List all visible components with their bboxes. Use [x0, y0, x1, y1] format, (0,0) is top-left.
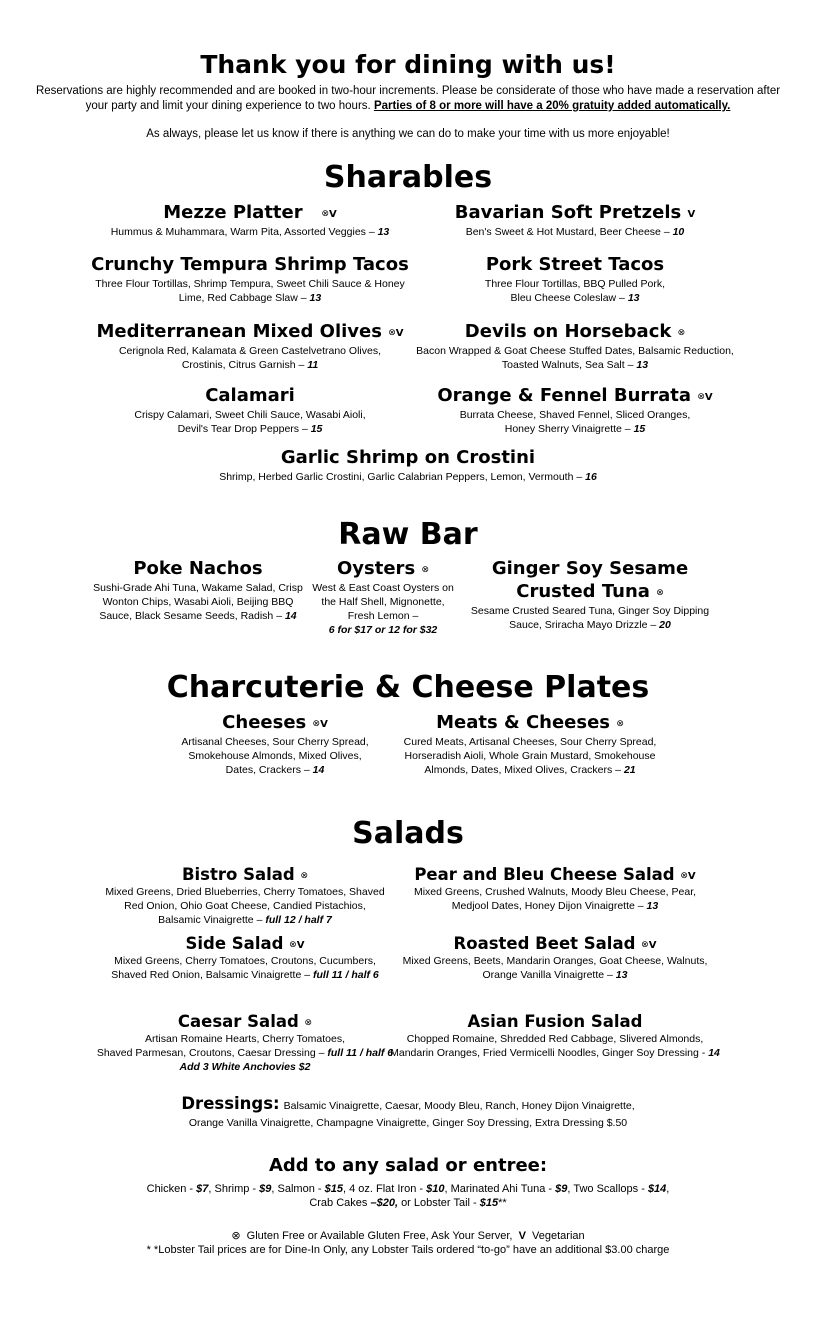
- item-name: Bistro Salad ⊗: [181, 865, 309, 884]
- item-desc: Shrimp, Herbed Garlic Crostini, Garlic Calabrian Peppers, Lemon, Vermouth – 16: [219, 471, 597, 483]
- gluten-free-icon: ⊗: [388, 328, 396, 338]
- item-price: 13: [309, 292, 322, 304]
- menu-item-caesar-salad: [95, 1012, 395, 1074]
- item-desc: Three Flour Tortillas, Shrimp Tempura, Sweet Chili Sauce & Honey Lime, Red Cabbage Slaw – 13: [95, 278, 405, 304]
- gluten-free-icon: ⊗: [321, 209, 329, 219]
- caesar-addon: Add 3 White Anchovies $2: [179, 1061, 311, 1073]
- menu-item-asian-salad: [390, 1012, 720, 1060]
- menu-item-mezze: [90, 202, 410, 239]
- item-price: 20: [659, 619, 671, 631]
- menu-item-side-salad: [95, 934, 395, 982]
- item-desc: Cured Meats, Artisanal Cheeses, Sour Cherry Spread, Horseradish Aioli, Whole Grain Mustard, Smokehouse Almonds, Dates, Mixed Olives, Crackers – 21: [403, 736, 657, 776]
- section-heading-charcuterie: Charcuterie & Cheese Plates: [166, 670, 650, 705]
- lobster-note: * *Lobster Tail prices are for Dine-In Only, any Lobster Tails ordered “to-go” have an additional $3.00 charge: [146, 1244, 670, 1256]
- intro-line-2: your party and limit your dining experience to two hours. Parties of 8 or more will have a 20% gratuity added automatically.: [85, 100, 731, 112]
- dressings-block: [100, 1094, 716, 1130]
- dressings-line-1: Balsamic Vinaigrette, Caesar, Moody Bleu, Ranch, Honey Dijon Vinaigrette,: [283, 1100, 635, 1112]
- item-name: Roasted Beet Salad ⊗V: [453, 934, 657, 953]
- item-desc: West & East Coast Oysters on the Half Shell, Mignonette, Fresh Lemon – 6 for $17 or 12 for $32: [308, 581, 458, 637]
- menu-item-bistro-salad: [95, 865, 395, 927]
- item-name: Mezze Platter ⊗V: [163, 202, 337, 223]
- menu-item-meats-cheeses: [395, 712, 665, 777]
- gluten-free-icon: ⊗: [421, 565, 429, 575]
- item-desc: Chopped Romaine, Shredded Red Cabbage, Slivered Almonds, Mandarin Oranges, Fried Vermicelli Noodles, Ginger Soy Dressing - 14: [390, 1033, 720, 1059]
- menu-item-poke-nachos: [88, 558, 308, 623]
- vegetarian-icon: V: [320, 719, 328, 730]
- gluten-free-icon: ⊗: [304, 1018, 313, 1028]
- menu-item-garlic-shrimp: [0, 447, 816, 484]
- item-desc: Cerignola Red, Kalamata & Green Castelvetrano Olives, Crostinis, Citrus Garnish – 11: [118, 345, 382, 371]
- menu-item-ginger-tuna: [460, 558, 720, 632]
- item-desc: Sesame Crusted Seared Tuna, Ginger Soy Dipping Sauce, Sriracha Mayo Drizzle – 20: [470, 605, 710, 631]
- item-price: 10: [672, 226, 685, 238]
- gluten-free-icon: ⊗: [616, 719, 624, 729]
- addons-heading: Add to any salad or entree:: [268, 1155, 548, 1176]
- item-name: Crunchy Tempura Shrimp Tacos: [91, 254, 409, 275]
- vegetarian-icon: V: [328, 209, 337, 220]
- legend-line: ⊗ Gluten Free or Available Gluten Free, Ask Your Server, V Vegetarian: [231, 1229, 585, 1242]
- item-price: 6 for $17 or 12 for $32: [328, 624, 438, 636]
- dressings-label: Dressings:: [181, 1094, 280, 1113]
- menu-item-devils: [410, 321, 740, 372]
- item-price: full 12 / half 7: [265, 914, 332, 926]
- item-name: Caesar Salad ⊗: [177, 1012, 313, 1031]
- legend: [60, 1229, 756, 1257]
- section-heading-salads: Salads: [352, 816, 464, 851]
- item-desc: Three Flour Tortillas, BBQ Pulled Pork, Bleu Cheese Coleslaw – 13: [484, 278, 666, 304]
- gluten-free-icon: ⊗: [289, 940, 297, 950]
- menu-item-pear-salad: [400, 865, 710, 913]
- gluten-free-icon: ⊗: [231, 1229, 241, 1242]
- gluten-free-icon: ⊗: [656, 588, 664, 598]
- item-name: Asian Fusion Salad: [467, 1012, 643, 1031]
- item-price: 21: [623, 764, 636, 776]
- page-title: Thank you for dining with us!: [200, 50, 616, 79]
- section-heading-raw-bar: Raw Bar: [338, 517, 478, 552]
- vegetarian-icon: V: [395, 328, 404, 339]
- item-name: Mediterranean Mixed Olives ⊗V: [96, 321, 404, 342]
- item-name: Poke Nachos: [133, 558, 263, 579]
- item-name: Ginger Soy Sesame Crusted Tuna ⊗: [491, 558, 689, 602]
- vegetarian-icon: V: [687, 209, 696, 220]
- addons-list: [80, 1182, 736, 1210]
- gluten-free-icon: ⊗: [680, 871, 688, 881]
- item-desc: Hummus & Muhammara, Warm Pita, Assorted Veggies – 13: [110, 226, 390, 238]
- vegetarian-icon: V: [687, 871, 696, 882]
- menu-item-oysters: [308, 558, 458, 637]
- item-desc: Crispy Calamari, Sweet Chili Sauce, Wasabi Aioli, Devil's Tear Drop Peppers – 15: [134, 409, 366, 435]
- item-desc: Artisanal Cheeses, Sour Cherry Spread, Smokehouse Almonds, Mixed Olives, Dates, Crackers – 14: [181, 736, 369, 776]
- item-desc: Mixed Greens, Beets, Mandarin Oranges, Goat Cheese, Walnuts, Orange Vanilla Vinaigrette – 13: [402, 955, 708, 981]
- item-price: full 11 / half 6: [327, 1047, 394, 1059]
- vegetarian-icon: V: [296, 940, 305, 951]
- gluten-free-icon: ⊗: [641, 940, 649, 950]
- item-name: Oysters ⊗: [337, 558, 429, 579]
- menu-item-pork-tacos: [410, 254, 740, 305]
- item-name: Garlic Shrimp on Crostini: [280, 447, 536, 468]
- menu-item-beet-salad: [400, 934, 710, 982]
- vegetarian-icon: V: [518, 1230, 526, 1242]
- item-name: Cheeses ⊗V: [222, 712, 328, 733]
- item-desc: Ben's Sweet & Hot Mustard, Beer Cheese – 10: [465, 226, 685, 238]
- section-heading-sharables: Sharables: [323, 160, 493, 195]
- item-name: Meats & Cheeses ⊗: [436, 712, 624, 733]
- item-desc: Mixed Greens, Cherry Tomatoes, Croutons, Cucumbers, Shaved Red Onion, Balsamic Vinaigrette – full 11 / half 6: [111, 955, 379, 981]
- menu-item-tempura-tacos: [90, 254, 410, 305]
- item-desc: Bacon Wrapped & Goat Cheese Stuffed Dates, Balsamic Reduction, Toasted Walnuts, Sea Salt – 13: [416, 345, 734, 371]
- dressings-line-2: Orange Vanilla Vinaigrette, Champagne Vinaigrette, Ginger Soy Dressing, Extra Dressing $.50: [188, 1117, 628, 1129]
- item-price: 13: [636, 359, 649, 371]
- vegetarian-icon: V: [704, 392, 713, 403]
- menu-item-burrata: [410, 385, 740, 436]
- item-price: 13: [377, 226, 390, 238]
- menu-item-calamari: [90, 385, 410, 436]
- item-desc: Artisan Romaine Hearts, Cherry Tomatoes, Shaved Parmesan, Croutons, Caesar Dressing – full 11 / half 6 Add 3 White Anchovies $2: [96, 1033, 394, 1073]
- item-desc: Sushi-Grade Ahi Tuna, Wakame Salad, Crisp Wonton Chips, Wasabi Aioli, Beijing BBQ Sauce, Black Sesame Seeds, Radish – 14: [93, 582, 303, 622]
- item-price: full 11 / half 6: [313, 969, 379, 981]
- intro-line-1: Reservations are highly recommended and are booked in two-hour increments. Please be considerate of those who have made a reservation after: [35, 85, 781, 97]
- item-price: 14: [708, 1047, 720, 1059]
- addons-line-1: Chicken - $7, Shrimp - $9, Salmon - $15, 4 oz. Flat Iron - $10, Marinated Ahi Tuna - $9, Two Scallops - $14,: [146, 1183, 670, 1195]
- gluten-free-icon: ⊗: [697, 392, 705, 402]
- item-name: Devils on Horseback ⊗: [464, 321, 686, 342]
- item-price: 14: [284, 610, 297, 622]
- item-name: Pork Street Tacos: [485, 254, 665, 275]
- item-name: Calamari: [205, 385, 295, 406]
- item-name: Orange & Fennel Burrata ⊗V: [437, 385, 713, 406]
- item-name: Pear and Bleu Cheese Salad ⊗V: [414, 865, 696, 884]
- item-price: 11: [307, 359, 319, 371]
- item-price: 13: [646, 900, 659, 912]
- menu-item-pretzels: [410, 202, 740, 239]
- item-price: 14: [312, 764, 325, 776]
- item-price: 16: [585, 471, 597, 483]
- gratuity-notice: Parties of 8 or more will have a 20% gratuity added automatically.: [373, 100, 731, 112]
- menu-item-olives: [90, 321, 410, 372]
- item-price: 13: [615, 969, 628, 981]
- item-desc: Mixed Greens, Crushed Walnuts, Moody Bleu Cheese, Pear, Medjool Dates, Honey Dijon Vinaigrette – 13: [413, 886, 697, 912]
- intro-text: [20, 84, 796, 114]
- item-name: Side Salad ⊗V: [185, 934, 305, 953]
- gluten-free-icon: ⊗: [677, 328, 686, 338]
- item-price: 15: [633, 423, 646, 435]
- gluten-free-icon: ⊗: [300, 871, 309, 881]
- intro-line-3: As always, please let us know if there is anything we can do to make your time with us more enjoyable!: [146, 128, 670, 140]
- item-name: Bavarian Soft Pretzels V: [454, 202, 696, 223]
- item-desc: Burrata Cheese, Shaved Fennel, Sliced Oranges, Honey Sherry Vinaigrette – 15: [459, 409, 691, 435]
- item-desc: Mixed Greens, Dried Blueberries, Cherry Tomatoes, Shaved Red Onion, Ohio Goat Cheese, Candied Pistachios, Balsamic Vinaigrette – full 12 / half 7: [105, 886, 385, 926]
- item-price: 13: [627, 292, 640, 304]
- vegetarian-icon: V: [648, 940, 657, 951]
- menu-item-cheeses: [165, 712, 385, 777]
- item-price: 15: [310, 423, 323, 435]
- addons-line-2: Crab Cakes –$20, or Lobster Tail - $15**: [309, 1197, 507, 1209]
- gluten-free-icon: ⊗: [312, 719, 321, 729]
